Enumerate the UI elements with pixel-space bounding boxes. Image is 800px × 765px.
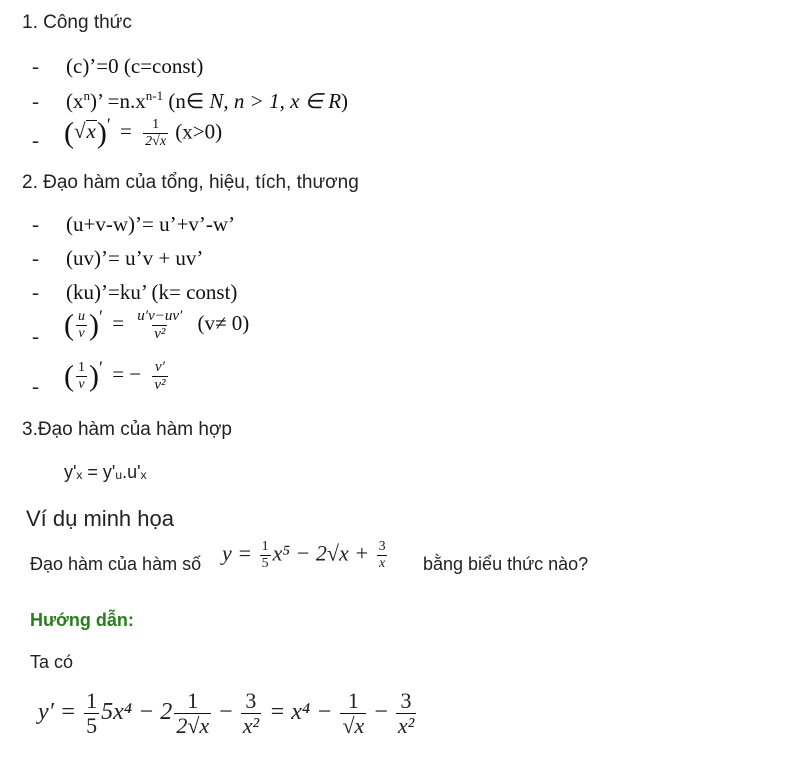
example-fraction-1: $\frac{1}{5}$ <box>261 539 269 571</box>
power-sup: n <box>83 88 90 103</box>
formula-scalar: (ku)’=ku’ (k= const) <box>66 280 238 304</box>
solution-fraction-5: $\frac{3}{\text{x²}}$ <box>397 688 415 738</box>
example-fraction-2: $\frac{3}{x}$ <box>378 539 386 571</box>
section3-heading: 3.Đạo hàm của hàm hợp <box>22 419 232 440</box>
power-sup2: n-1 <box>145 88 164 103</box>
formula-power <box>66 89 348 114</box>
bullet-dash: - <box>32 212 39 236</box>
guide-intro: Ta có <box>30 652 74 672</box>
formula-product: (uv)’= u’v + uv’ <box>66 246 204 270</box>
reciprocal-fraction: $\frac{1}{v}$ <box>78 360 85 392</box>
section1-heading: 1. Công thức <box>22 12 132 33</box>
formula-sqrt: ( √ x )′ = $\frac{1}{2√x}$ (x>0) <box>64 114 223 150</box>
quotient-condition: (v≠ 0) <box>197 311 250 336</box>
sqrt-condition: (x>0) <box>175 119 223 144</box>
paren-left: ( <box>64 116 74 150</box>
power-part-d: N, n > 1, x ∈ R <box>209 89 342 113</box>
sqrt-derivative-fraction: $\frac{1}{2√x}$ <box>145 117 167 149</box>
solution-fraction-1: $\frac{1}{5}$ <box>86 688 98 738</box>
formula-constant: (c)’=0 (c=const) <box>66 54 204 78</box>
quotient-uv-fraction: $\frac{u}{v}$ <box>78 309 85 341</box>
bullet-dash: - <box>32 280 39 304</box>
bullet-dash: - <box>32 128 39 152</box>
bullet-dash: - <box>32 54 39 78</box>
example-question-pre: Đạo hàm của hàm số <box>30 554 202 574</box>
bullet-dash: - <box>32 374 39 398</box>
chain-rule-formula: y'ₓ = y'ᵤ.u'ₓ <box>64 462 147 482</box>
formula-reciprocal: ( $\frac{1}{v}$ )′ = − $\frac{v'}{\text{v²}}$ <box>64 357 166 393</box>
guide-heading: Hướng dẫn: <box>30 610 134 630</box>
sqrt-x: √ x <box>74 119 96 144</box>
example-question-post: bằng biểu thức nào? <box>423 554 589 574</box>
example-equation: y = $\frac{1}{5}$ x⁵ − 2√x + $\frac{3}{x}$ <box>222 539 386 571</box>
power-part-e: ) <box>341 89 349 113</box>
reciprocal-result-fraction: $\frac{v'}{\text{v²}}$ <box>154 359 166 393</box>
bullet-dash: - <box>32 89 39 113</box>
paren-right: ) <box>96 116 107 150</box>
solution-fraction-4: $\frac{1}{√x}$ <box>342 688 365 738</box>
example-heading: Ví dụ minh họa <box>26 506 174 531</box>
solution-fraction-3: $\frac{3}{\text{x²}}$ <box>242 688 260 738</box>
section2-heading: 2. Đạo hàm của tổng, hiệu, tích, thương <box>22 172 359 193</box>
solution-equation: y′ = $\frac{1}{5}$ 5x⁴ − 2 $\frac{1}{2√x}$ − $\frac{3}{\text{x²}}$ = x⁴ − $\frac{1}{√x}$ − $\frac{3}{\text{x²}}$ <box>38 688 415 738</box>
formula-sum: (u+v-w)’= u’+v’-w’ <box>66 212 236 236</box>
formula-quotient: ( $\frac{u}{v}$ )′ = $\frac{u'v-uv'}{\text{v²}}$ (v≠ 0) <box>64 306 250 342</box>
power-part-b: )’ =n.x <box>90 89 146 113</box>
solution-fraction-2: $\frac{1}{2√x}$ <box>176 688 210 738</box>
bullet-dash: - <box>32 246 39 270</box>
power-part-a: (x <box>66 89 84 113</box>
quotient-result-fraction: $\frac{u'v-uv'}{\text{v²}}$ <box>137 308 183 342</box>
bullet-dash: - <box>32 324 39 348</box>
power-part-c: (n∈ <box>163 89 210 113</box>
